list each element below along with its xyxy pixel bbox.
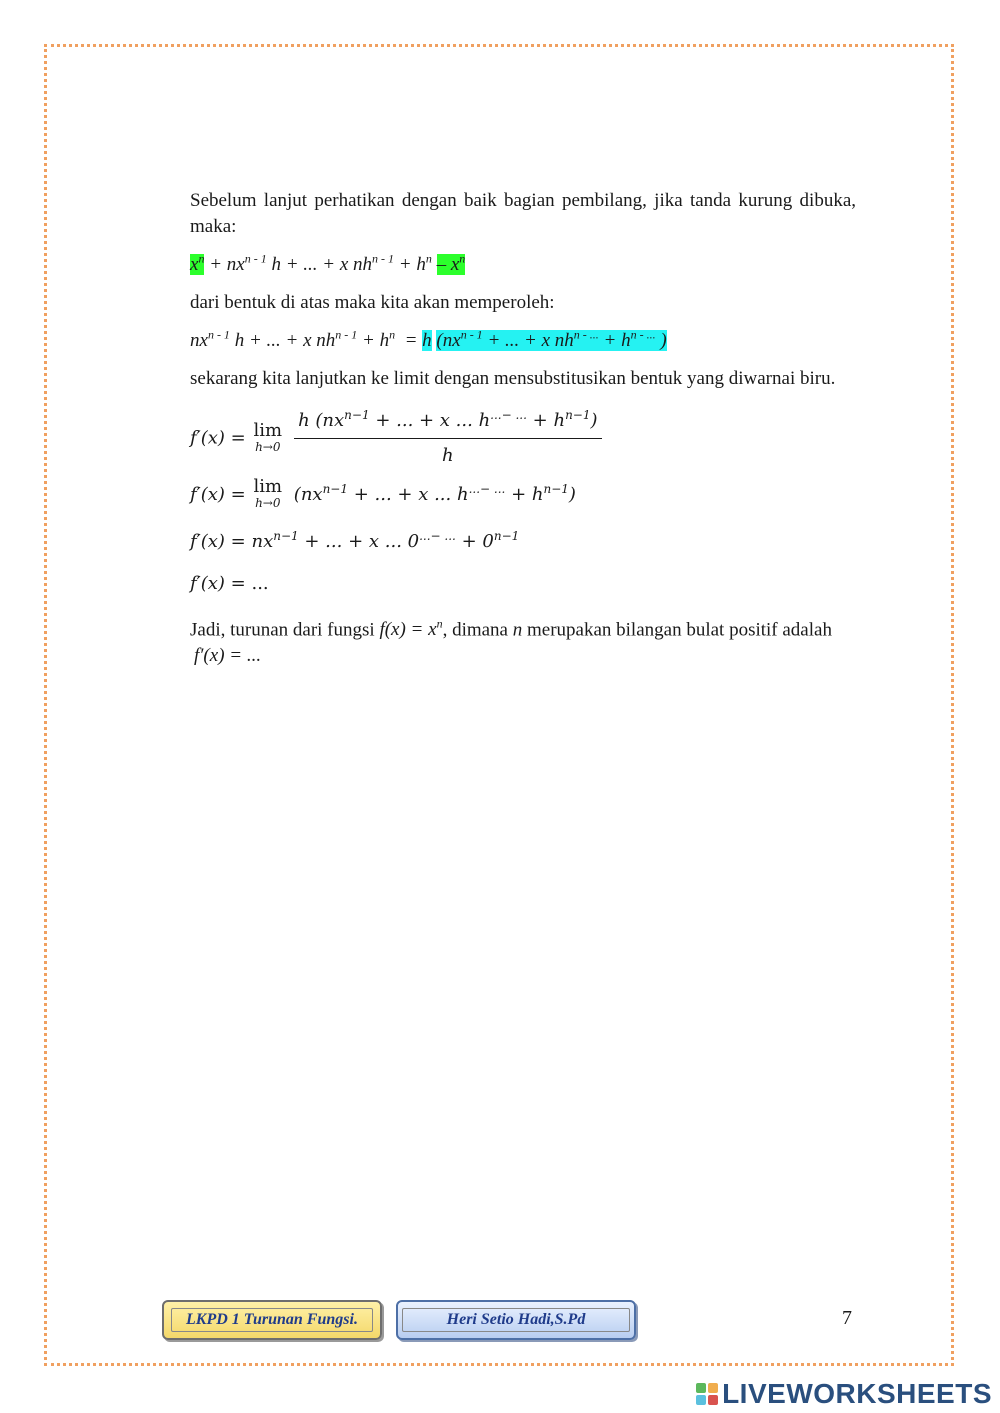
expanded-numerator-equation: $x^n + nx^{n - 1}$ h + ... + x $nh^{n - 1} + h^n - x^n$ (190, 251, 466, 275)
paragraph-intro: Sebelum lanjut perhatikan dengan baik bagian pembilang, jika tanda kurung dibuka, maka: (190, 190, 856, 237)
limit-operator: lim h→0 (253, 419, 283, 454)
page-number: 7 (842, 1307, 852, 1329)
paragraph-result: dari bentuk di atas maka kita akan memperoleh: (190, 292, 555, 313)
substituted-formula: $f'(x) = nx^{n-1}$ + ... + x ... $0^{...- ...} + 0^{n-1}$ (190, 529, 520, 552)
worksheet-content (190, 188, 856, 669)
highlight-cyan-factor: h (422, 330, 432, 351)
paragraph-conclusion: Jadi, turunan dari fungsi $f(x) = x^n$, dimana n merupakan bilangan bulat positif adalah f′(x) = ... (190, 617, 832, 667)
limit-operator: lim h→0 (253, 476, 283, 510)
fraction-numerator: h ($nx^{n-1}$ + ... + x ... $h^{...- ...} + h^{n-1}$) (294, 408, 601, 439)
highlight-green-start: $x^n$ (190, 251, 205, 275)
footer-lkpd-title-box (162, 1300, 382, 1340)
highlight-green-end: – $x^n$ (436, 251, 466, 275)
conclusion-answer-blank: f′(x) = ... (194, 645, 262, 667)
fraction-denominator: h (442, 445, 454, 466)
factored-equation: $nx^{n - 1}$ h + ... + x $nh^{n - 1} + h^n = h$ ($nx^{n - 1}$ + ... + x $nh^{n - ...} + h^{n - ...}$ ) (190, 327, 667, 351)
liveworksheets-brand[interactable] (696, 1378, 992, 1410)
fraction (294, 408, 601, 469)
limit-simplified-formula: f′(x) = lim h→0 ($nx^{n-1}$ + ... + x ... $h^{...- ...} + h^{n-1}$) (190, 476, 576, 510)
final-answer-formula: f′(x) = ... (190, 573, 269, 594)
answer-blank: ... (251, 573, 269, 594)
footer-author-name: Heri Setio Hadi,S.Pd (402, 1308, 631, 1332)
footer-lkpd-title: LKPD 1 Turunan Fungsi. (171, 1308, 373, 1332)
liveworksheets-logo-icon (696, 1383, 718, 1405)
highlight-cyan-bracket: ($nx^{n - 1}$ + ... + x $nh^{n - ...} + h^{n - ...}$ ) (436, 327, 667, 351)
limit-fraction-formula: f′(x) = lim h→0 $\frac{h (nx^{n-1} + ... + x ... h^{...- ...} + h^{n-1})}{h}$ (190, 408, 856, 469)
paragraph-substitute: sekarang kita lanjutkan ke limit dengan mensubstitusikan bentuk yang diwarnai biru. (190, 368, 836, 389)
footer-author-box (396, 1300, 636, 1340)
brand-name: LIVEWORKSHEETS (722, 1378, 992, 1409)
